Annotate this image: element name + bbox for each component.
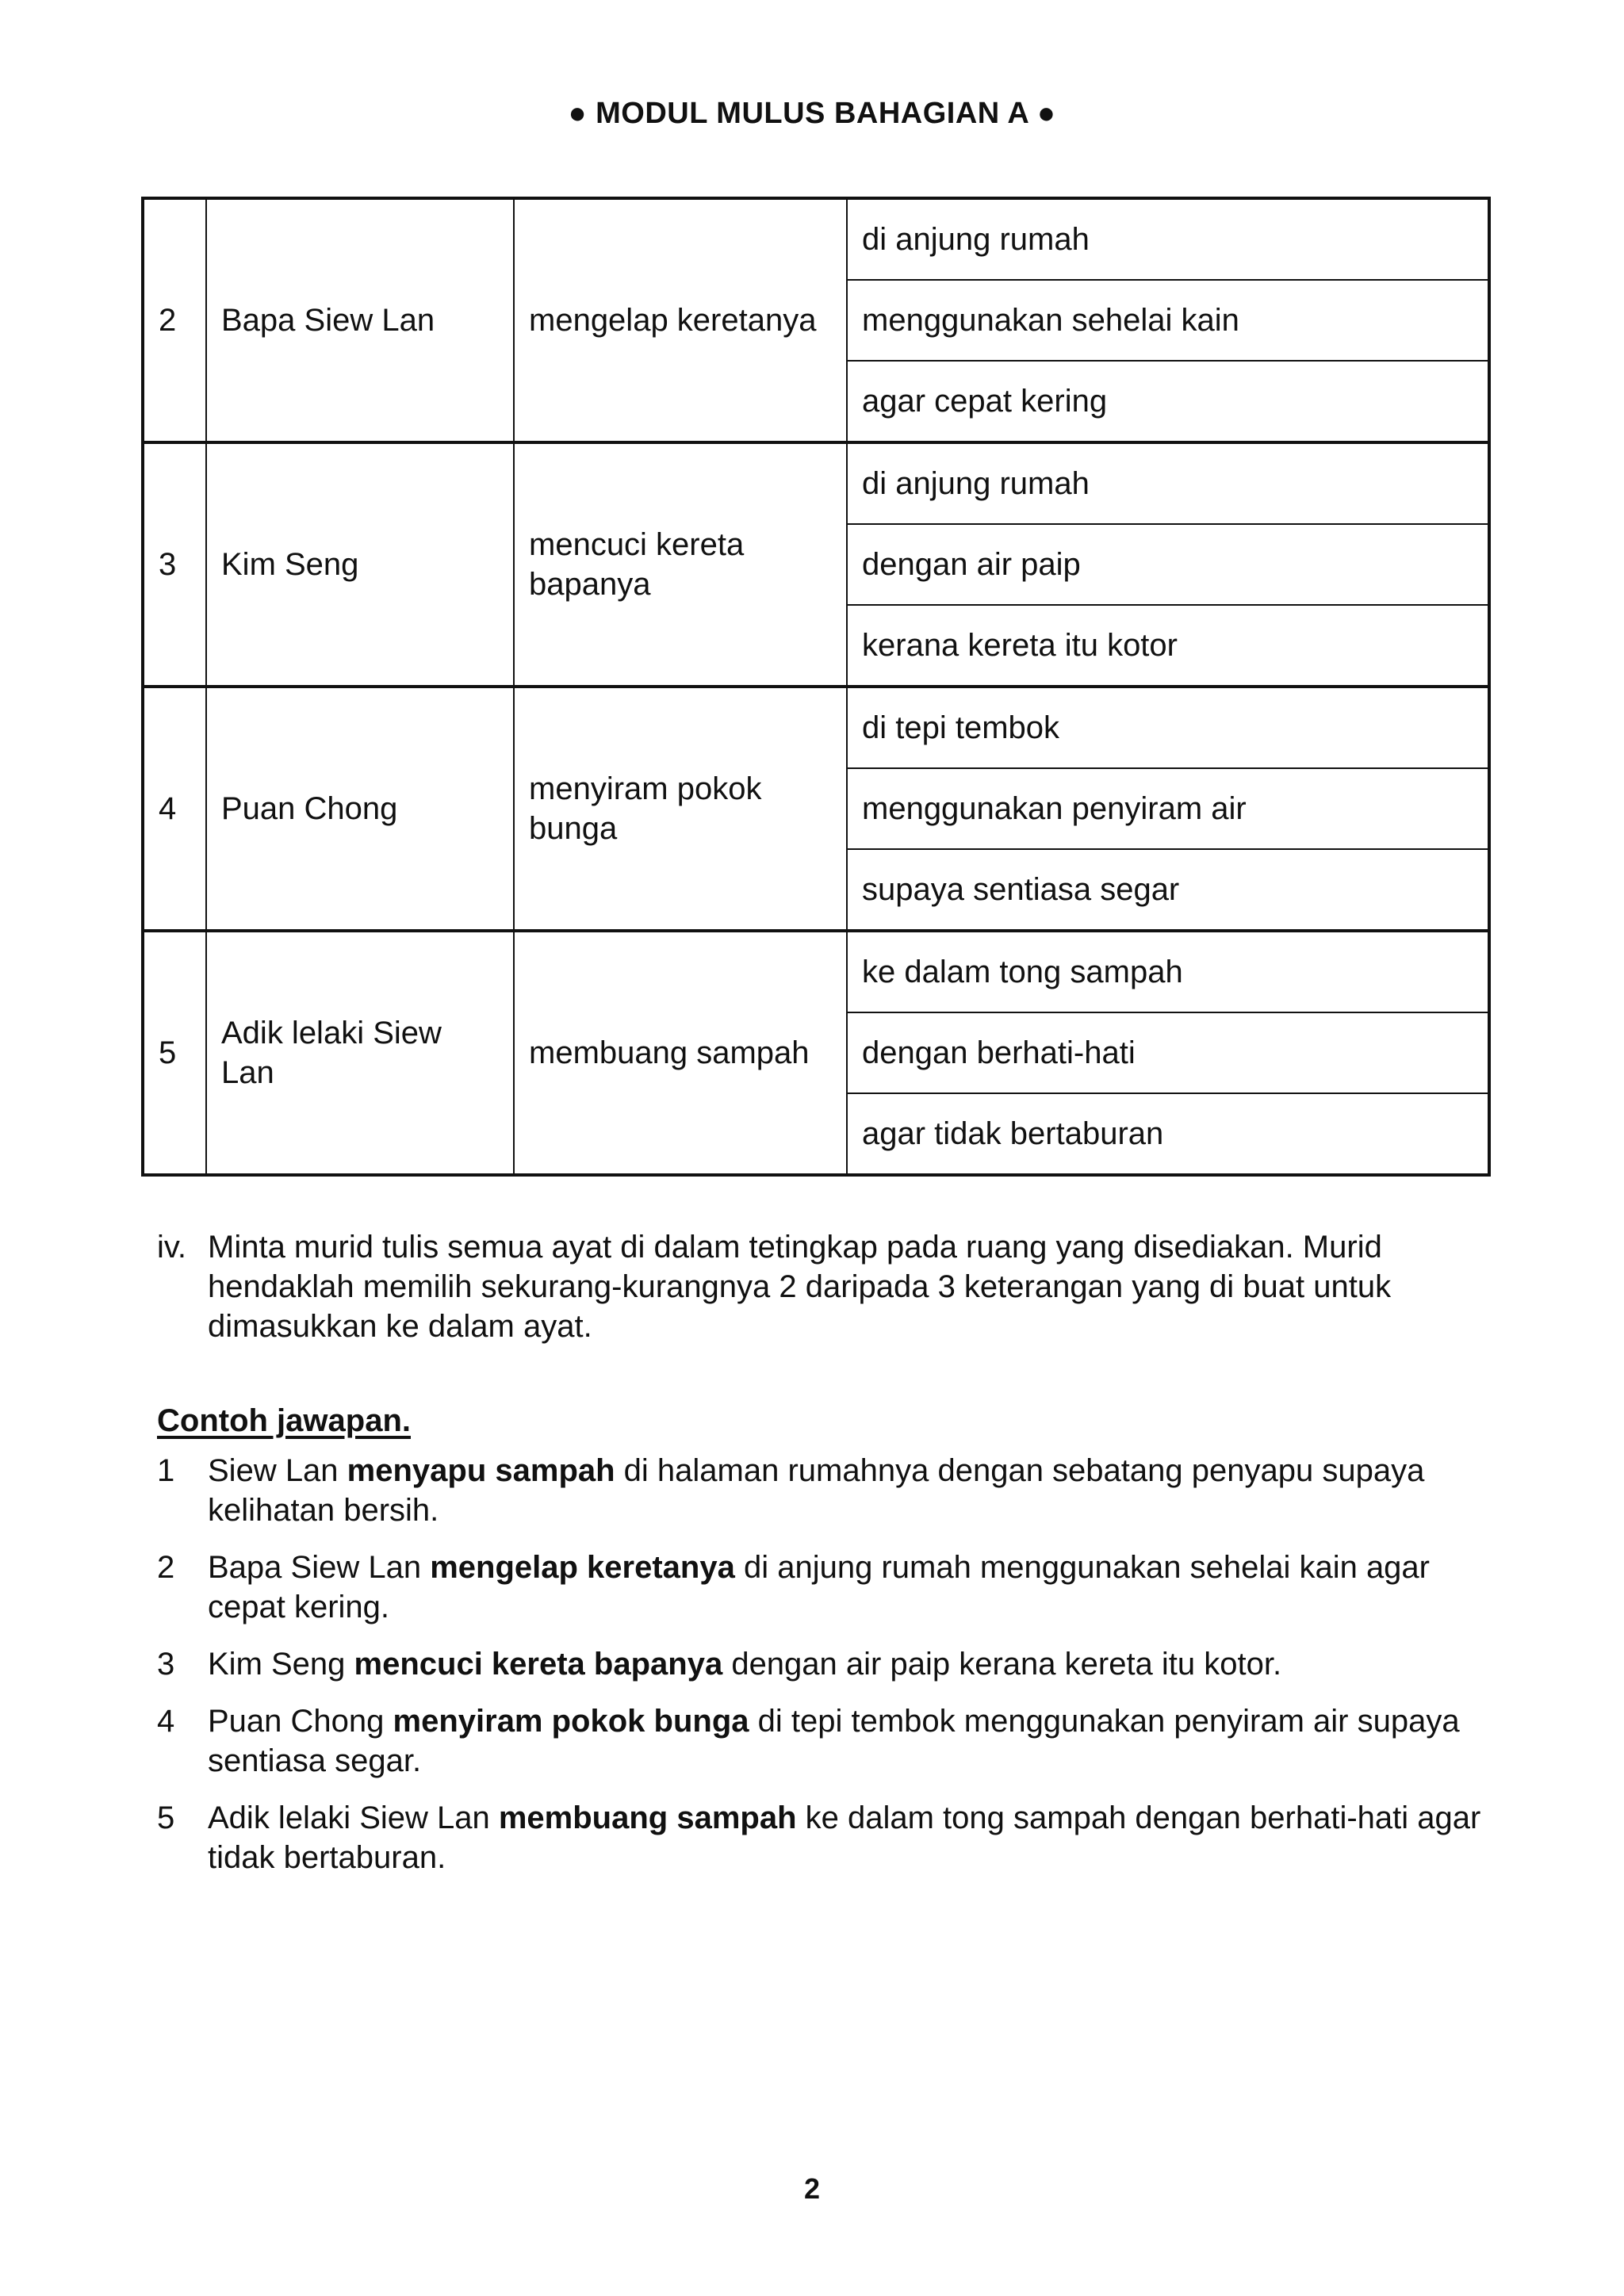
answers-title: Contoh jawapan. [157,1403,411,1438]
list-item [157,1644,1489,1684]
row-detail-manner: dengan air paip [847,524,1489,605]
table-row [143,442,1489,524]
answer-verb-phrase: membuang sampah [498,1800,797,1835]
list-item [157,1701,1489,1781]
list-item [157,1798,1489,1877]
table-row [143,198,1489,280]
row-detail-place: di anjung rumah [847,198,1489,280]
answer-number: 5 [157,1800,175,1835]
row-detail-manner: dengan berhati-hati [847,1012,1489,1093]
row-activity: membuang sampah [514,931,847,1175]
row-detail-place: ke dalam tong sampah [847,931,1489,1012]
row-detail-place: di tepi tembok [847,687,1489,768]
answer-number: 3 [157,1647,175,1682]
answer-number: 4 [157,1704,175,1739]
table-row [143,931,1489,1012]
row-activity: mengelap keretanya [514,198,847,442]
row-detail-place: di anjung rumah [847,442,1489,524]
row-subject: Bapa Siew Lan [206,198,514,442]
row-number: 5 [143,931,206,1175]
row-activity: menyiram pokok bunga [514,687,847,931]
answer-verb-phrase: mencuci kereta bapanya [354,1647,723,1682]
row-number: 4 [143,687,206,931]
row-detail-purpose: agar tidak bertaburan [847,1093,1489,1175]
page-header: ● MODUL MULUS BAHAGIAN A ● [568,97,1056,130]
row-detail-manner: menggunakan sehelai kain [847,280,1489,361]
instruction-marker: iv. [157,1230,187,1265]
instruction-text: Minta murid tulis semua ayat di dalam tetingkap pada ruang yang disediakan. Murid hendaklah memilih sekurang-kurangnya 2 daripada 3 keterangan yang di buat untuk dimasukkan ke dalam ayat. [208,1230,1392,1344]
row-detail-purpose: agar cepat kering [847,361,1489,442]
row-subject: Kim Seng [206,442,514,687]
activity-table [141,197,1491,1177]
row-number: 3 [143,442,206,687]
answer-verb-phrase: menyiram pokok bunga [393,1704,749,1739]
row-activity: mencuci kereta bapanya [514,442,847,687]
row-subject: Adik lelaki Siew Lan [206,931,514,1175]
list-item [157,1451,1489,1530]
row-number: 2 [143,198,206,442]
row-detail-manner: menggunakan penyiram air [847,768,1489,849]
answer-text: Siew Lan menyapu sampah di halaman rumahnya dengan sebatang penyapu supaya kelihatan bersih. [208,1453,1425,1528]
row-detail-purpose: kerana kereta itu kotor [847,605,1489,687]
answer-verb-phrase: mengelap keretanya [430,1550,735,1585]
answer-text: Bapa Siew Lan mengelap keretanya di anjung rumah menggunakan sehelai kain agar cepat kering. [208,1550,1430,1624]
answer-text: Kim Seng mencuci kereta bapanya dengan air paip kerana kereta itu kotor. [208,1647,1282,1682]
instruction-paragraph [157,1227,1457,1346]
row-subject: Puan Chong [206,687,514,931]
answer-text: Puan Chong menyiram pokok bunga di tepi tembok menggunakan penyiram air supaya sentiasa segar. [208,1704,1460,1778]
table-row [143,687,1489,768]
list-item [157,1548,1489,1627]
answer-list [157,1451,1489,1895]
answer-number: 2 [157,1550,175,1585]
page-number: 2 [803,2172,821,2205]
answer-text: Adik lelaki Siew Lan membuang sampah ke dalam tong sampah dengan berhati-hati agar tidak bertaburan. [208,1800,1481,1875]
row-detail-purpose: supaya sentiasa segar [847,849,1489,931]
answer-verb-phrase: menyapu sampah [347,1453,615,1488]
answer-number: 1 [157,1453,175,1488]
